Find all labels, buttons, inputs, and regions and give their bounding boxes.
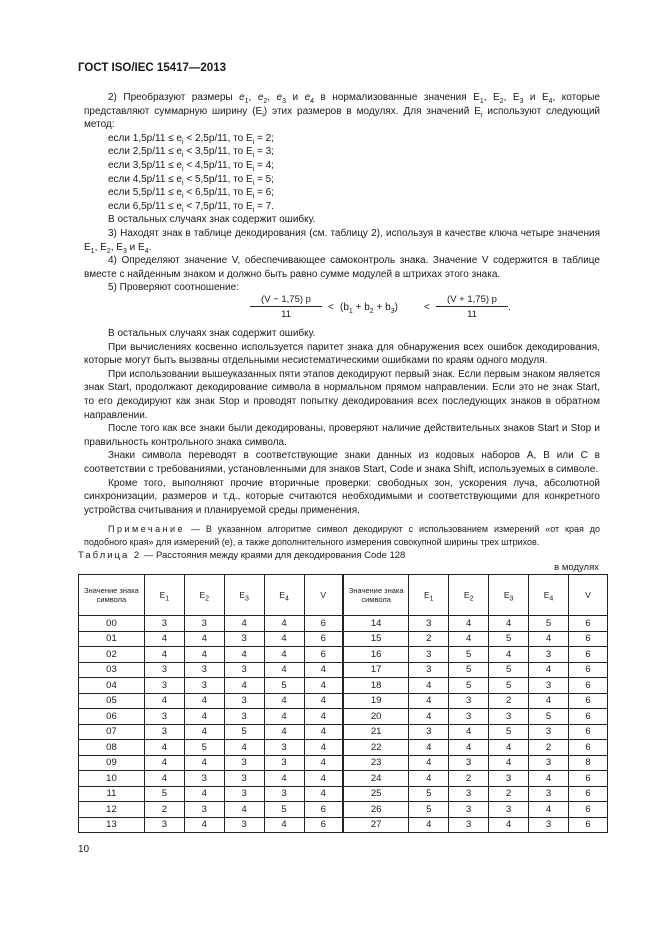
table-cell: 6 [568, 616, 607, 632]
table-cell: 6 [304, 616, 343, 632]
table-cell: 4 [224, 616, 264, 632]
table-cell: 4 [264, 693, 304, 709]
table-row [79, 647, 608, 663]
col-header-symbol-value: Значение знака символа [79, 575, 145, 616]
table-cell: 17 [343, 662, 409, 678]
table-cell: 18 [343, 678, 409, 694]
col-header-v: V [568, 575, 607, 616]
table-cell: 6 [568, 709, 607, 725]
table-cell: 27 [343, 817, 409, 833]
rule-line: если $2,5p/11 \le e_i < 3,5p/11$, то $E_i = 3$; [108, 146, 274, 160]
table-cell: 3 [529, 817, 569, 833]
table-cell: 6 [304, 802, 343, 818]
table-cell: 03 [79, 662, 145, 678]
table-cell: 4 [489, 755, 529, 771]
table-cell: 3 [529, 786, 569, 802]
table-cell: 4 [224, 678, 264, 694]
table-cell: 4 [529, 662, 569, 678]
table-cell: 4 [144, 631, 184, 647]
table-cell: 3 [224, 786, 264, 802]
table-cell: 5 [409, 786, 449, 802]
table-row [79, 786, 608, 802]
table-cell: 4 [224, 802, 264, 818]
table-cell: 5 [489, 724, 529, 740]
table-cell: 4 [184, 786, 224, 802]
table-cell: 3 [529, 755, 569, 771]
table-cell: 3 [224, 817, 264, 833]
table-cell: 3 [224, 755, 264, 771]
table-cell: 4 [529, 771, 569, 787]
table-cell: 16 [343, 647, 409, 663]
note-label: Примечание [108, 524, 186, 535]
table-cell: 6 [568, 817, 607, 833]
formula [0, 294, 661, 328]
table-cell: 02 [79, 647, 145, 663]
table-row [79, 802, 608, 818]
table-cell: 6 [568, 631, 607, 647]
table-row [79, 616, 608, 632]
table-cell: 4 [184, 631, 224, 647]
table-cell: 4 [304, 662, 343, 678]
table-cell: 24 [343, 771, 409, 787]
table-cell: 4 [184, 817, 224, 833]
table-cell: 20 [343, 709, 409, 725]
table-cell: 4 [409, 771, 449, 787]
table-cell: 3 [144, 817, 184, 833]
table-cell: 4 [304, 740, 343, 756]
step-2-paragraph: 2) Преобразуют размеры $e_1$, $e_2$, $e_3$ и $e_4$ в нормализованные значения $E_1$, $E_2$, $E_3$ и $E_4$, которые представляют суммарную ширину $(E_i)$ этих размеров в модулях. Для значений $E_i$ используют следующий метод: [84, 92, 600, 131]
table-cell: 10 [79, 771, 145, 787]
table-cell: 5 [409, 802, 449, 818]
table-cell: 3 [264, 740, 304, 756]
col-header-e4: $E_4$ [529, 575, 569, 616]
formula-left-fraction: $\frac{(V - 1,75) p}{11}$ [250, 294, 322, 320]
table-cell: 22 [343, 740, 409, 756]
table-cell: 4 [144, 755, 184, 771]
rule-line: если $5,5p/11 \le e_i < 6,5p/11$, то $E_i = 6$; [108, 187, 274, 201]
table-cell: 5 [529, 709, 569, 725]
table-cell: 2 [409, 631, 449, 647]
table-cell: 04 [79, 678, 145, 694]
paragraph: Кроме того, выполняют прочие вторичные проверки: свободных зон, ускорения луча, абсолютной синхронизации, размеров и т.д., которые считаются необходимыми и соответствующими для конкретного устройства считывания и планируемой среды применения. [84, 477, 600, 516]
table-cell: 3 [184, 771, 224, 787]
table-unit: в модулях [554, 562, 599, 573]
formula-right-fraction: $\frac{(V + 1,75) p}{11}$ [436, 294, 508, 320]
table-cell: 00 [79, 616, 145, 632]
table-cell: 3 [184, 662, 224, 678]
table-cell: 4 [184, 709, 224, 725]
table-cell: 21 [343, 724, 409, 740]
table-row [79, 755, 608, 771]
table-cell: 3 [144, 616, 184, 632]
table-cell: 2 [449, 771, 489, 787]
table-row [79, 678, 608, 694]
table-header-row [79, 575, 608, 616]
table-cell: 4 [409, 740, 449, 756]
table-cell: 5 [224, 724, 264, 740]
table-cell: 4 [264, 709, 304, 725]
table-cell: 3 [144, 662, 184, 678]
table-cell: 3 [489, 771, 529, 787]
table-cell: 4 [184, 755, 224, 771]
table-row [79, 631, 608, 647]
table-cell: 4 [304, 709, 343, 725]
table-cell: 07 [79, 724, 145, 740]
table-cell: 6 [568, 771, 607, 787]
table-cell: 6 [568, 662, 607, 678]
table-cell: 5 [489, 631, 529, 647]
table-cell: 15 [343, 631, 409, 647]
table-cell: 3 [184, 678, 224, 694]
table-cell: 25 [343, 786, 409, 802]
table-cell: 5 [489, 662, 529, 678]
table-cell: 4 [264, 631, 304, 647]
table-cell: 2 [489, 786, 529, 802]
formula-bar-sum: $(b_1 + b_2 + b_3)$ [340, 302, 398, 315]
table-cell: 3 [144, 678, 184, 694]
col-header-e1: $E_1$ [144, 575, 184, 616]
table-cell: 5 [264, 678, 304, 694]
table-cell: 3 [529, 724, 569, 740]
table-cell: 4 [409, 755, 449, 771]
table-cell: 8 [568, 755, 607, 771]
table-cell: 4 [184, 647, 224, 663]
rule-line: если $4,5p/11 \le e_i < 5,5p/11$, то $E_i = 5$; [108, 173, 274, 187]
table-cell: 09 [79, 755, 145, 771]
table-cell: 3 [529, 647, 569, 663]
table-cell: 3 [449, 817, 489, 833]
table-cell: 3 [409, 616, 449, 632]
table-cell: 4 [144, 740, 184, 756]
col-header-e2: $E_2$ [449, 575, 489, 616]
table-cell: 6 [304, 647, 343, 663]
table-cell: 4 [264, 616, 304, 632]
table-cell: 5 [449, 647, 489, 663]
table-row [79, 693, 608, 709]
table-cell: 5 [529, 616, 569, 632]
table-cell: 6 [568, 647, 607, 663]
step-4-paragraph: 4) Определяют значение V, обеспечивающее самоконтроль знака. Значение V содержится в таблице вместе с найденным знаком и должно быть равно сумме модулей в штрихах этого знака. [84, 255, 600, 280]
table-cell: 4 [144, 693, 184, 709]
table-cell: 4 [264, 662, 304, 678]
table-cell: 05 [79, 693, 145, 709]
table-cell: 4 [449, 616, 489, 632]
table-cell: 6 [568, 786, 607, 802]
table-cell: 5 [264, 802, 304, 818]
table-cell: 4 [144, 771, 184, 787]
table-cell: 2 [144, 802, 184, 818]
table-row [79, 709, 608, 725]
table-cell: 3 [264, 786, 304, 802]
table-cell: 3 [409, 662, 449, 678]
rule-line: если $1,5p/11 \le e_i < 2,5p/11$, то $E_i = 2$; [108, 132, 274, 146]
table-cell: 4 [304, 724, 343, 740]
formula-less-than: < [424, 302, 430, 313]
table-cell: 3 [529, 678, 569, 694]
formula-period: . [508, 302, 511, 313]
formula-less-than: < [328, 302, 334, 313]
table-cell: 4 [449, 724, 489, 740]
table-cell: 4 [304, 693, 343, 709]
table-caption: Таблица 2 — Расстояния между краями для декодирования Code 128 [78, 550, 406, 561]
table-cell: 5 [449, 678, 489, 694]
table-cell: 5 [489, 678, 529, 694]
table-cell: 3 [224, 709, 264, 725]
table-cell: 3 [449, 709, 489, 725]
rule-line: если $3,5p/11 \le e_i < 4,5p/11$, то $E_i = 4$; [108, 159, 274, 173]
table-cell: 3 [224, 693, 264, 709]
col-header-e2: $E_2$ [184, 575, 224, 616]
table-cell: 5 [144, 786, 184, 802]
table-cell: 23 [343, 755, 409, 771]
decoding-table [78, 574, 608, 833]
table-cell: 01 [79, 631, 145, 647]
table-cell: 3 [409, 647, 449, 663]
body-text-continued [84, 327, 600, 548]
table-cell: 11 [79, 786, 145, 802]
table-cell: 3 [224, 662, 264, 678]
col-header-e4: $E_4$ [264, 575, 304, 616]
table-cell: 6 [568, 802, 607, 818]
table-cell: 4 [144, 647, 184, 663]
table-cell: 4 [264, 771, 304, 787]
table-cell: 19 [343, 693, 409, 709]
step-5-paragraph: 5) Проверяют соотношение: [108, 282, 239, 294]
step-3-paragraph: 3) Находят знак в таблице декодирования (см. таблицу 2), используя в качестве ключа четыре значения $E_1$, $E_2$, $E_3$ и $E_4$. [84, 227, 600, 255]
table-cell: 3 [264, 755, 304, 771]
table-cell: 4 [409, 817, 449, 833]
table-cell: 6 [568, 693, 607, 709]
table-cell: 3 [409, 724, 449, 740]
paragraph: После того как все знаки были декодированы, проверяют наличие действительных знаков Start и Stop и правильность контрольного знака символа. [84, 423, 600, 448]
table-cell: 5 [449, 662, 489, 678]
table-row [79, 771, 608, 787]
table-cell: 3 [489, 802, 529, 818]
paragraph: При вычислениях косвенно используется паритет знака для обнаружения всех ошибок декодирования, которые могут быть вызваны отдельными несистематическими ошибками по краям одного модуля. [84, 341, 600, 367]
paragraph: Знаки символа переводят в соответствующие знаки данных из кодовых наборов A, B или C в соответствии с требованиями, установленными для знаков Start, Code и знака Shift, используемых в символе. [84, 450, 600, 475]
table-cell: 4 [529, 693, 569, 709]
col-header-e3: $E_3$ [489, 575, 529, 616]
table-cell: 3 [449, 802, 489, 818]
table-cell: 12 [79, 802, 145, 818]
table-cell: 6 [304, 817, 343, 833]
table-cell: 4 [304, 678, 343, 694]
table-cell: 3 [449, 693, 489, 709]
table-cell: 3 [224, 771, 264, 787]
table-cell: 3 [449, 786, 489, 802]
table-cell: 4 [224, 740, 264, 756]
error-paragraph: В остальных случаях знак содержит ошибку. [108, 214, 316, 226]
table-cell: 06 [79, 709, 145, 725]
table-cell: 4 [489, 616, 529, 632]
table-cell: 4 [529, 802, 569, 818]
table-cell: 6 [568, 678, 607, 694]
page-header-title: ГОСТ ISO/IEC 15417—2013 [78, 62, 226, 74]
table-cell: 3 [184, 802, 224, 818]
table-cell: 4 [489, 740, 529, 756]
table-cell: 5 [184, 740, 224, 756]
col-header-e1: $E_1$ [409, 575, 449, 616]
table-cell: 3 [224, 631, 264, 647]
col-header-symbol-value: Значение знака символа [343, 575, 409, 616]
table-cell: 4 [184, 693, 224, 709]
table-cell: 4 [449, 631, 489, 647]
table-row [79, 740, 608, 756]
table-cell: 4 [304, 771, 343, 787]
body-text [84, 91, 600, 295]
table-cell: 3 [144, 709, 184, 725]
table-cell: 6 [304, 631, 343, 647]
table-cell: 4 [224, 647, 264, 663]
table-cell: 4 [409, 709, 449, 725]
table-cell: 14 [343, 616, 409, 632]
table-row [79, 662, 608, 678]
table-cell: 4 [449, 740, 489, 756]
table-cell: 4 [489, 647, 529, 663]
table-cell: 3 [184, 616, 224, 632]
table-cell: 4 [264, 724, 304, 740]
table-cell: 4 [529, 631, 569, 647]
table-cell: 3 [144, 724, 184, 740]
table-cell: 13 [79, 817, 145, 833]
table-cell: 6 [568, 740, 607, 756]
table-cell: 6 [568, 724, 607, 740]
table-cell: 4 [304, 755, 343, 771]
table-cell: 08 [79, 740, 145, 756]
table-row [79, 724, 608, 740]
col-header-e3: $E_3$ [224, 575, 264, 616]
table-cell: 3 [449, 755, 489, 771]
page-number: 10 [78, 844, 90, 855]
table-cell: 4 [184, 724, 224, 740]
table-cell: 2 [489, 693, 529, 709]
table-cell: 4 [409, 693, 449, 709]
table-row [79, 817, 608, 833]
table-cell: 4 [489, 817, 529, 833]
table-cell: 3 [489, 709, 529, 725]
table-cell: 4 [264, 647, 304, 663]
note: Примечание — В указанном алгоритме символ декодируют с использованием измерений «от края до подобного края» для измерений (e), а также дополнительного измерения совокупной ширины трех штрихов. [84, 524, 600, 547]
table-cell: 4 [264, 817, 304, 833]
table-cell: 4 [304, 786, 343, 802]
table-cell: 2 [529, 740, 569, 756]
rule-line: если $6,5p/11 \le e_i < 7,5p/11$, то $E_i = 7$. [108, 200, 274, 214]
paragraph: В остальных случаях знак содержит ошибку. [108, 328, 316, 339]
table-cell: 26 [343, 802, 409, 818]
paragraph: При использовании вышеуказанных пяти этапов декодируют первый знак. Если первым знаком является знак Start, продолжают декодирование символа в нормальном прямом направлении. Если это не знак Start, то его декодируют как знак Stop и проводят попытку декодирования всех последующих знаков в обратном направлении. [84, 368, 600, 421]
col-header-v: V [304, 575, 343, 616]
table-cell: 4 [409, 678, 449, 694]
